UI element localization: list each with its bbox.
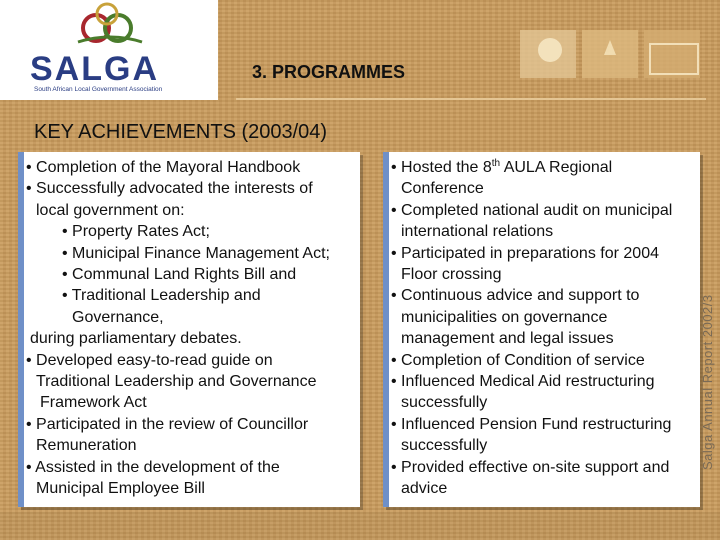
list-item: • Participated in the review of Councillor [26, 415, 309, 433]
list-item: successfully [401, 437, 488, 455]
list-item: • Municipal Finance Management Act; [62, 244, 330, 262]
list-item: Governance, [72, 308, 164, 326]
list-item: local government on: [36, 201, 185, 219]
list-item: • Communal Land Rights Bill and [62, 266, 297, 284]
logo-subtitle: South African Local Government Association [34, 86, 163, 93]
panel-edge [383, 152, 389, 507]
list-item: successfully [401, 394, 488, 412]
superscript: th [491, 158, 501, 169]
panel-edge [18, 152, 24, 507]
list-item: • Completion of Condition of service [391, 351, 645, 369]
logo-wordmark: SALGA [30, 50, 159, 88]
list-item: advice [401, 480, 448, 498]
list-item-text: • Hosted the 8 [391, 159, 492, 176]
list-item: Remuneration [36, 437, 137, 455]
right-achievements-panel [383, 152, 700, 507]
salga-logo [0, 0, 218, 100]
list-item: • Influenced Pension Fund restructuring [391, 415, 672, 433]
left-achievements-panel [18, 152, 360, 507]
list-item: • Completion of the Mayoral Handbook [26, 159, 301, 176]
bottom-band [0, 512, 720, 540]
list-item: Floor crossing [401, 266, 502, 284]
list-item: • Provided effective on-site support and [391, 458, 670, 476]
list-item: • Continuous advice and support to [391, 287, 640, 305]
lightbulb-icon [538, 38, 562, 62]
list-item [391, 157, 698, 178]
list-item: • Property Rates Act; [62, 223, 210, 241]
list-item: • Influenced Medical Aid restructuring [391, 373, 655, 391]
list-item: during parliamentary debates. [30, 330, 242, 348]
list-item: • Participated in preparations for 2004 [391, 244, 659, 262]
list-item: management and legal issues [401, 330, 614, 348]
side-caption: Salga Annual Report 2002/3 [700, 294, 715, 470]
list-item: municipalities on governance [401, 308, 608, 326]
list-item-text: AULA Regional [500, 159, 613, 176]
list-item: Municipal Employee Bill [36, 480, 205, 498]
list-item: Conference [401, 180, 484, 198]
page-title: 3. PROGRAMMES [252, 62, 406, 82]
list-item: Traditional Leadership and Governance [36, 373, 317, 391]
list-item: • Assisted in the development of the [26, 458, 280, 476]
list-item: • Completed national audit on municipal [391, 201, 673, 219]
list-item: • Traditional Leadership and [62, 287, 261, 305]
section-title: KEY ACHIEVEMENTS (2003/04) [34, 121, 328, 143]
list-item: • Developed easy-to-read guide on [26, 351, 273, 369]
list-item: international relations [401, 223, 554, 241]
header-divider [236, 98, 706, 100]
list-item: Framework Act [40, 394, 147, 412]
header-images [520, 10, 710, 80]
list-item: • Successfully advocated the interests of [26, 180, 313, 198]
